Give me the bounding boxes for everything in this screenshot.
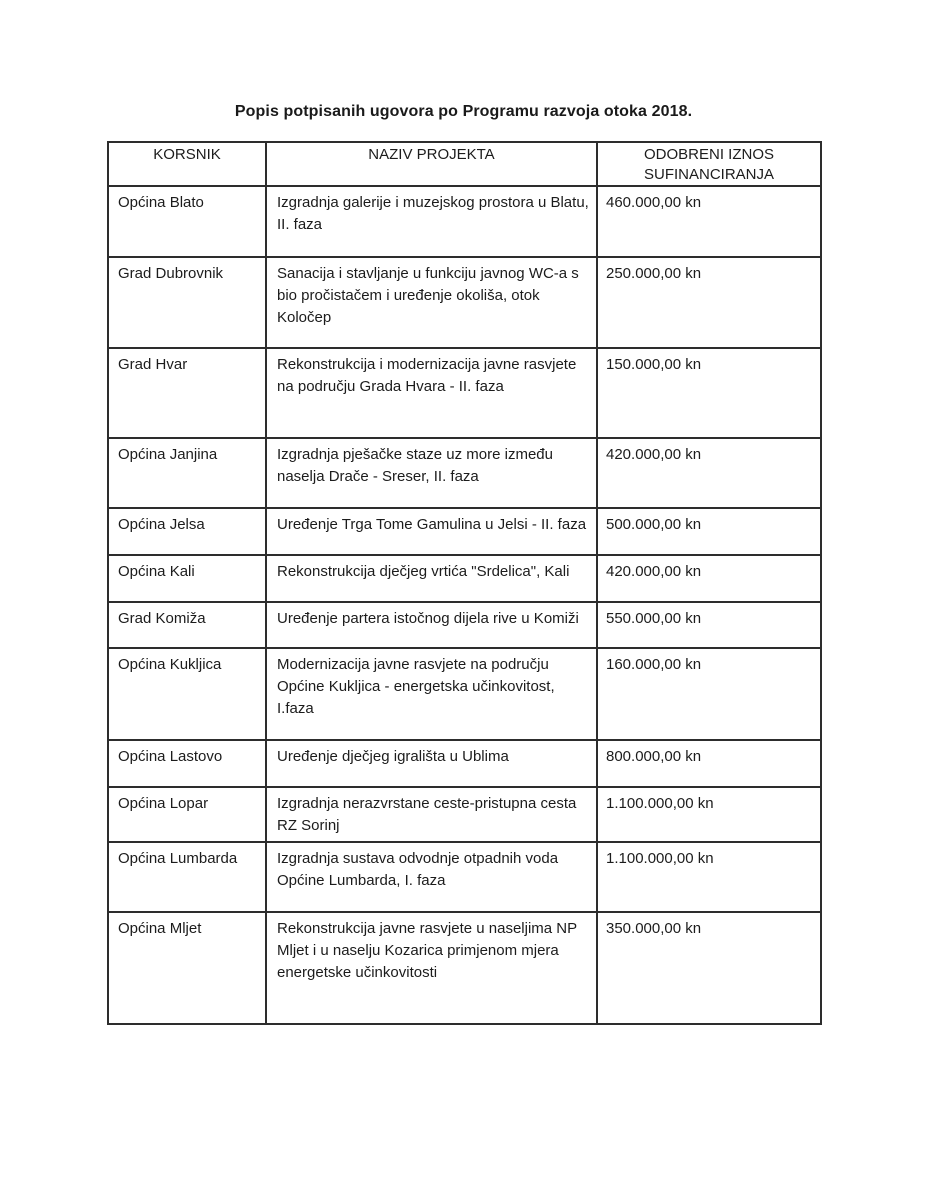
table-row [108,438,821,508]
amount-cell: 420.000,00 kn [597,438,821,508]
project-cell: Sanacija i stavljanje u funkciju javnog WC-a s bio pročistačem i uređenje okoliša, otok Koločep [266,257,597,348]
table-row [108,842,821,912]
beneficiary-cell: Općina Mljet [108,912,266,1024]
beneficiary-cell: Općina Blato [108,186,266,257]
table-row [108,787,821,842]
amount-cell: 150.000,00 kn [597,348,821,438]
beneficiary-cell: Općina Janjina [108,438,266,508]
project-cell: Izgradnja sustava odvodnje otpadnih voda Općine Lumbarda, I. faza [266,842,597,912]
table-row [108,508,821,555]
column-header-project: NAZIV PROJEKTA [266,142,597,186]
project-cell: Uređenje partera istočnog dijela rive u Komiži [266,602,597,648]
table-row [108,740,821,787]
table-row [108,602,821,648]
table-row [108,912,821,1024]
contracts-table [107,141,822,1025]
amount-cell: 420.000,00 kn [597,555,821,602]
table-row [108,257,821,348]
table-header-row [108,142,821,186]
column-header-beneficiary: KORSNIK [108,142,266,186]
project-cell: Izgradnja nerazvrstane ceste-pristupna cesta RZ Sorinj [266,787,597,842]
amount-cell: 250.000,00 kn [597,257,821,348]
beneficiary-cell: Općina Lopar [108,787,266,842]
project-cell: Izgradnja galerije i muzejskog prostora u Blatu, II. faza [266,186,597,257]
column-header-amount: ODOBRENI IZNOS SUFINANCIRANJA [597,142,821,186]
project-cell: Uređenje Trga Tome Gamulina u Jelsi - II. faza [266,508,597,555]
beneficiary-cell: Grad Hvar [108,348,266,438]
beneficiary-cell: Grad Komiža [108,602,266,648]
project-cell: Modernizacija javne rasvjete na području Općine Kukljica - energetska učinkovitost, I.faza [266,648,597,740]
amount-cell: 500.000,00 kn [597,508,821,555]
beneficiary-cell: Općina Jelsa [108,508,266,555]
amount-cell: 160.000,00 kn [597,648,821,740]
amount-cell: 800.000,00 kn [597,740,821,787]
beneficiary-cell: Općina Kukljica [108,648,266,740]
project-cell: Rekonstrukcija javne rasvjete u naseljima NP Mljet i u naselju Kozarica primjenom mjera energetske učinkovitosti [266,912,597,1024]
table-row [108,648,821,740]
amount-cell: 1.100.000,00 kn [597,842,821,912]
project-cell: Uređenje dječjeg igrališta u Ublima [266,740,597,787]
table-row [108,348,821,438]
amount-cell: 550.000,00 kn [597,602,821,648]
amount-cell: 1.100.000,00 kn [597,787,821,842]
beneficiary-cell: Općina Lumbarda [108,842,266,912]
page-title: Popis potpisanih ugovora po Programu razvoja otoka 2018. [234,103,693,120]
project-cell: Rekonstrukcija dječjeg vrtića "Srdelica", Kali [266,555,597,602]
beneficiary-cell: Općina Kali [108,555,266,602]
project-cell: Rekonstrukcija i modernizacija javne rasvjete na području Grada Hvara - II. faza [266,348,597,438]
beneficiary-cell: Grad Dubrovnik [108,257,266,348]
table-row [108,555,821,602]
amount-cell: 460.000,00 kn [597,186,821,257]
beneficiary-cell: Općina Lastovo [108,740,266,787]
amount-cell: 350.000,00 kn [597,912,821,1024]
table-row [108,186,821,257]
project-cell: Izgradnja pješačke staze uz more između naselja Drače - Sreser, II. faza [266,438,597,508]
